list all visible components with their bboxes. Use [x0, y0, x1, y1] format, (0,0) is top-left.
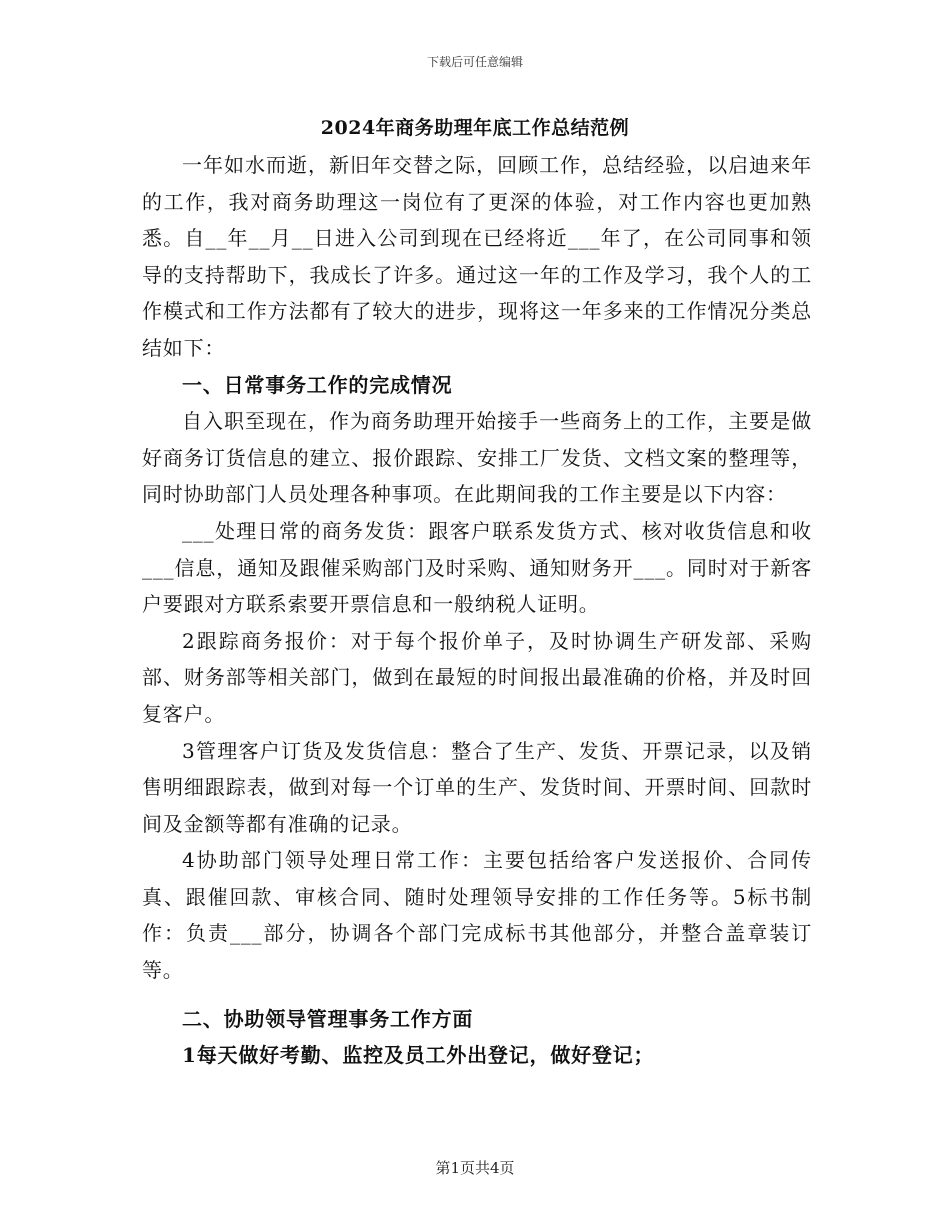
header-note: 下载后可任意编辑: [426, 55, 523, 69]
paragraph-quotation: 2跟踪商务报价：对于每个报价单子，及时协调生产研发部、采购部、财务部等相关部门，做到在最短的时间报出最准确的价格，并及时回复客户。: [142, 628, 812, 726]
paragraph-shipping: ___处理日常的商务发货：跟客户联系发货方式、核对收货信息和收___信息，通知及跟催采购部门及时采购、通知财务开___。同时对于新客户要跟对方联系索要开票信息和一般纳税人证明。: [142, 518, 812, 617]
paragraph-attendance: 1每天做好考勤、监控及员工外出登记，做好登记；: [182, 1043, 655, 1068]
paragraph-daily-overview: 自入职至现在，作为商务助理开始接手一些商务上的工作，主要是做好商务订货信息的建立、报价跟踪、安排工厂发货、文档文案的整理等，同时协助部门人员处理各种事项。在此期间我的工作主要是以下内容：: [142, 409, 812, 507]
paragraph-assist-leaders: 4协助部门领导处理日常工作：主要包括给客户发送报价、合同传真、跟催回款、审核合同、随时处理领导安排的工作任务等。5标书制作：负责___部分，协调各个部门完成标书其他部分，并整合盖章装订等。: [142, 848, 812, 983]
document-title: 2024年商务助理年底工作总结范例: [320, 117, 630, 139]
section-heading-daily-work: 一、日常事务工作的完成情况: [182, 372, 453, 397]
section-heading-admin-support: 二、协助领导管理事务工作方面: [182, 1006, 474, 1031]
document-body: [142, 147, 812, 1074]
paragraph-order-management: 3管理客户订货及发货信息：整合了生产、发货、开票记录，以及销售明细跟踪表，做到对每一个订单的生产、发货时间、开票时间、回款时间及金额等都有准确的记录。: [142, 738, 812, 836]
page-footer: 第1页共4页: [435, 1159, 515, 1177]
intro-paragraph: 一年如水而逝，新旧年交替之际，回顾工作，总结经验，以启迪来年的工作，我对商务助理这一岗位有了更深的体验，对工作内容也更加熟悉。自__年__月__日进入公司到现在已经将近___年了，在公司同事和领导的支持帮助下，我成长了许多。通过这一年的工作及学习，我个人的工作模式和工作方法都有了较大的进步，现将这一年多来的工作情况分类总结如下：: [142, 153, 812, 360]
